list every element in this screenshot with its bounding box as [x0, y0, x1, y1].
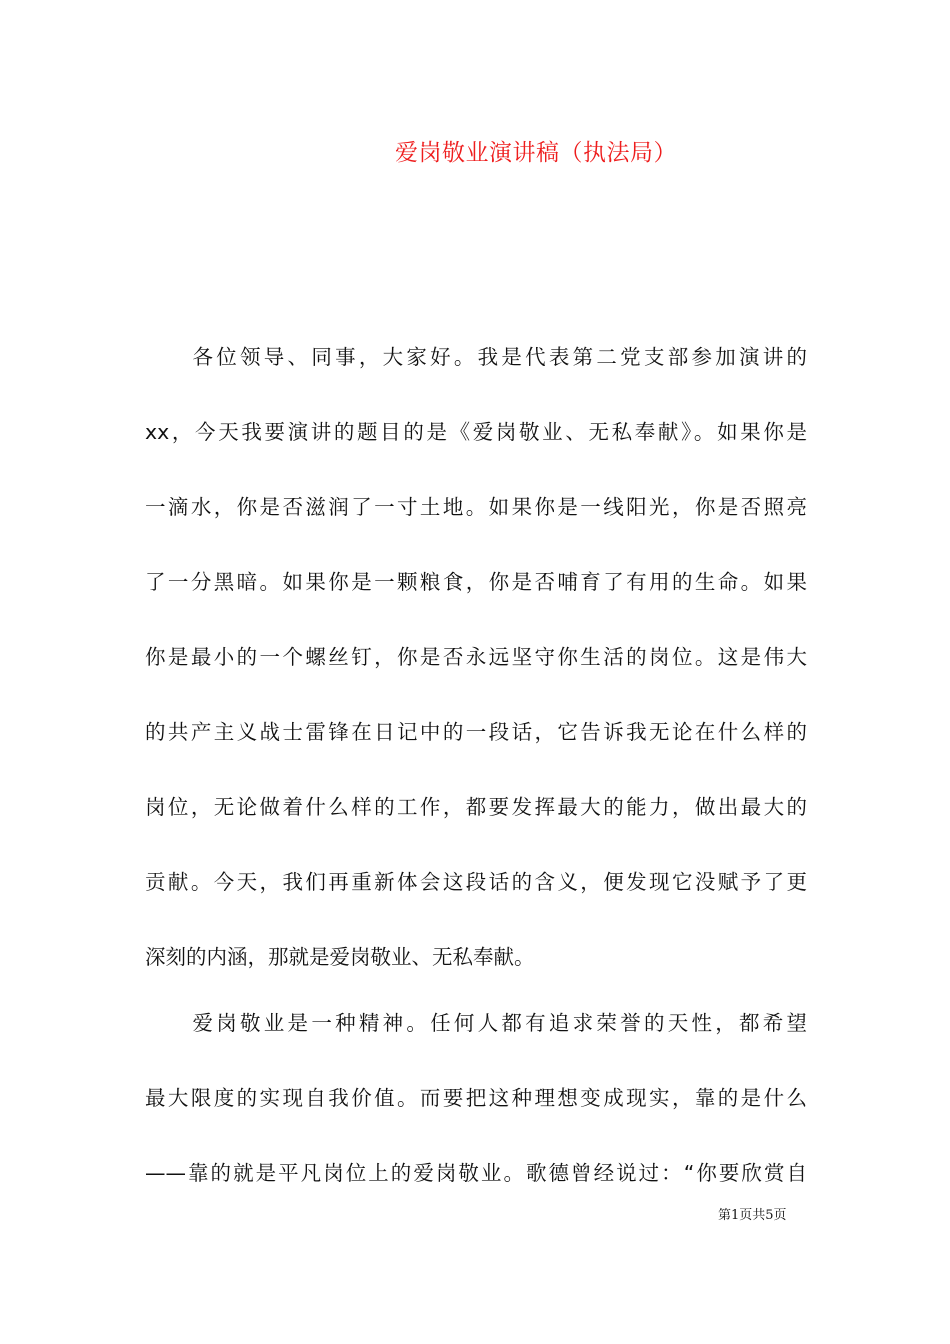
paragraph-line: 你是最小的一个螺丝钉，你是否永远坚守你生活的岗位。这是伟大: [145, 645, 807, 669]
paragraph-line: ——靠的就是平凡岗位上的爱岗敬业。歌德曾经说过：“你要欣赏自: [145, 1161, 807, 1185]
paragraph-line: 最大限度的实现自我价值。而要把这种理想变成现实，靠的是什么: [145, 1086, 807, 1110]
paragraph-line: 爱岗敬业是一种精神。任何人都有追求荣誉的天性，都希望: [145, 1011, 807, 1035]
paragraph-line: 了一分黑暗。如果你是一颗粮食，你是否哺育了有用的生命。如果: [145, 570, 807, 594]
paragraph-line: 一滴水，你是否滋润了一寸土地。如果你是一线阳光，你是否照亮: [145, 495, 807, 519]
paragraph-line: 岗位，无论做着什么样的工作，都要发挥最大的能力，做出最大的: [145, 795, 807, 819]
paragraph-line: 各位领导、同事，大家好。我是代表第二党支部参加演讲的: [145, 345, 807, 369]
paragraph-line: 的共产主义战士雷锋在日记中的一段话，它告诉我无论在什么样的: [145, 720, 807, 744]
paragraph-line: 深刻的内涵，那就是爱岗敬业、无私奉献。: [145, 945, 535, 969]
document-title: 爱岗敬业演讲稿（执法局）: [395, 140, 677, 166]
paragraph-line: 贡献。今天，我们再重新体会这段话的含义，便发现它没赋予了更: [145, 870, 807, 894]
document-body: [145, 337, 807, 1228]
page-number: 第1页共5页: [718, 1208, 787, 1223]
paragraph-line: xx，今天我要演讲的题目的是《爱岗敬业、无私奉献》。如果你是: [145, 420, 807, 444]
